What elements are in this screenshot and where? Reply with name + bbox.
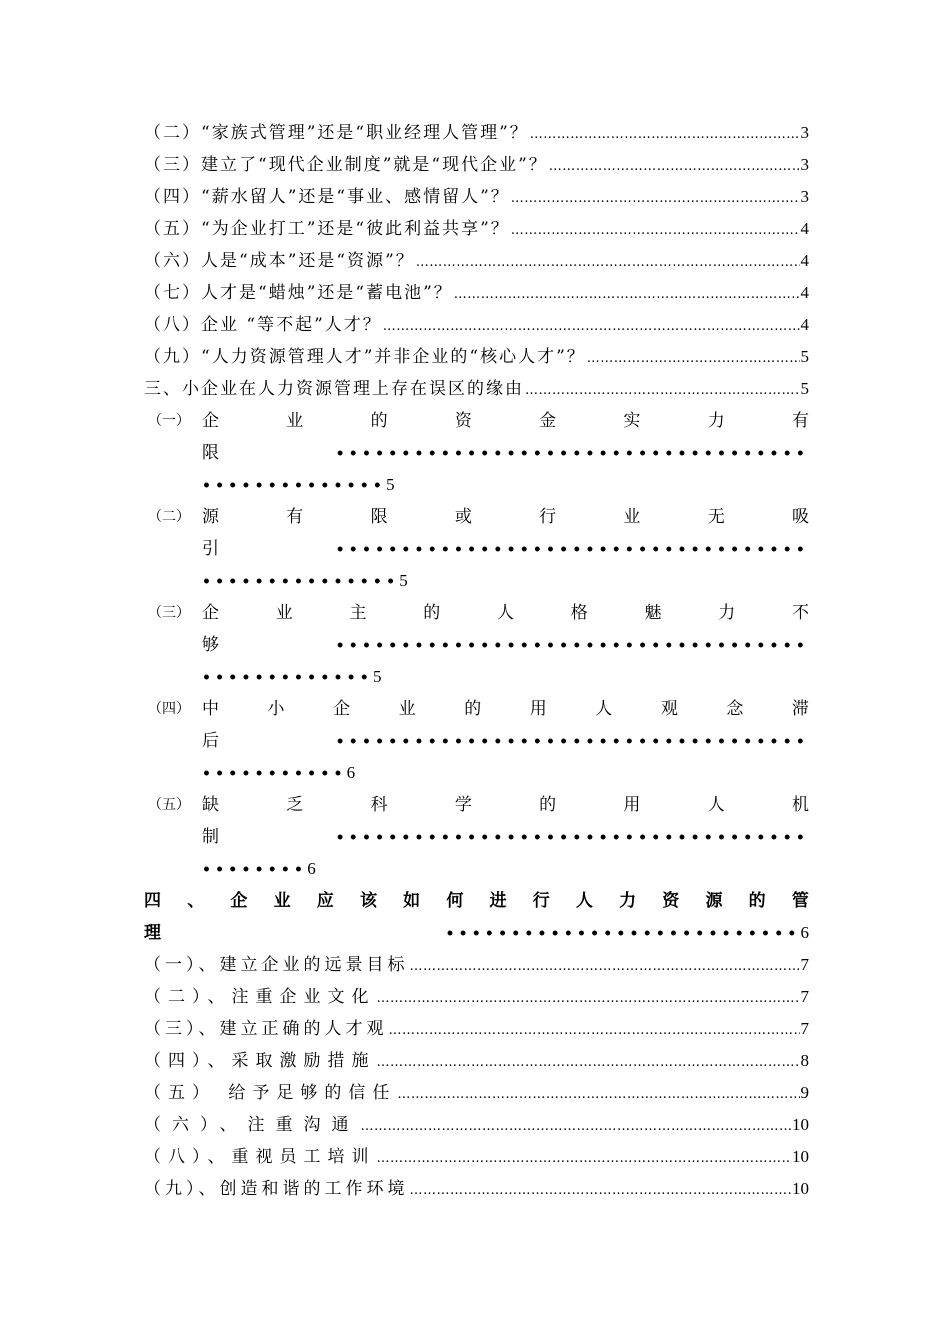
toc-dot-leader: ••••••••••• — [202, 766, 347, 782]
toc-entry-char: 限 — [202, 443, 219, 463]
toc-entry-line2 — [202, 437, 809, 469]
toc-entry-char: 资 — [454, 411, 472, 431]
toc-entry-line2 — [202, 821, 809, 853]
toc-page-number: 5 — [386, 475, 395, 494]
toc-entry-line3 — [202, 469, 395, 501]
toc-entry-char: 源 — [202, 507, 219, 527]
toc-dot-leader — [377, 1143, 792, 1175]
toc-entry-char: 机 — [791, 795, 809, 815]
toc-entry-char: 念 — [726, 699, 744, 719]
toc-entry-line1 — [144, 885, 809, 917]
toc-page-number: 9 — [800, 1083, 809, 1102]
toc-entry-label: （五） 给予足够的信任 — [144, 1083, 397, 1103]
toc-entry-label: （九）、创造和谐的工作环境 — [144, 1179, 409, 1199]
toc-entry — [144, 1141, 809, 1173]
toc-entry-wrapped — [144, 693, 809, 789]
toc-entry-wrapped — [144, 789, 809, 885]
toc-entry-line3 — [202, 661, 381, 693]
toc-entry-label: （一）、建立企业的远景目标 — [144, 955, 409, 975]
toc-entry-char: 够 — [202, 635, 219, 655]
toc-entry-char: 的 — [370, 411, 388, 431]
toc-entry — [144, 949, 809, 981]
toc-entry-char: 主 — [349, 603, 367, 623]
toc-group-solutions — [144, 949, 809, 1205]
toc-section-4 — [144, 885, 809, 949]
toc-page-number: 4 — [800, 219, 809, 238]
toc-entry-char: 科 — [370, 795, 388, 815]
toc-entry-line2 — [202, 725, 809, 757]
toc-entry-wrapped — [144, 405, 809, 501]
toc-entry-char: 企 — [230, 891, 248, 911]
toc-dot-leader — [377, 1047, 800, 1079]
toc-page-number: 6 — [307, 859, 316, 878]
toc-entry-char: 人 — [595, 699, 613, 719]
toc-entry-char: 的 — [539, 795, 557, 815]
toc-dot-leader — [383, 311, 800, 343]
toc-entry-char: 人 — [707, 795, 725, 815]
toc-dot-leader: •••••••••••••••••••••••••••••••••••• — [335, 446, 809, 462]
toc-entry — [144, 277, 809, 309]
toc-entry — [144, 117, 809, 149]
toc-entry-char: 人 — [575, 891, 593, 911]
toc-entry-char: 无 — [707, 507, 725, 527]
toc-dot-leader: ••••••••••••••••••••••••••• — [445, 926, 801, 942]
toc-page-number: 4 — [800, 283, 809, 302]
toc-entry-label: （二）“家族式管理”还是“职业经理人管理”？ — [144, 123, 529, 143]
toc-entry-line3 — [202, 853, 316, 885]
toc-entry-char: 实 — [623, 411, 641, 431]
toc-entry-label: （六）、注重沟通 — [144, 1115, 360, 1135]
table-of-contents — [144, 117, 809, 1205]
toc-entry-char: 行 — [539, 507, 557, 527]
toc-entry-number: （四） — [148, 701, 190, 717]
toc-dot-leader — [530, 119, 800, 151]
toc-entry-char: 缺 — [202, 795, 219, 815]
toc-entry-char: 或 — [454, 507, 472, 527]
toc-entry-char: 该 — [359, 891, 377, 911]
toc-entry-char: 魅 — [644, 603, 662, 623]
toc-dot-leader — [454, 279, 800, 311]
toc-entry — [144, 245, 809, 277]
toc-page-number: 10 — [792, 1147, 809, 1166]
toc-entry-char: 吸 — [791, 507, 809, 527]
toc-entry-line1 — [202, 693, 809, 725]
toc-entry-label: （五）“为企业打工”还是“彼此利益共享”？ — [144, 219, 510, 239]
toc-entry-char: 有 — [286, 507, 304, 527]
toc-entry-char: 的 — [464, 699, 482, 719]
toc-entry-char: 观 — [660, 699, 678, 719]
toc-dot-leader: ••••••••••••• — [202, 670, 373, 686]
toc-entry-wrapped — [144, 501, 809, 597]
toc-entry — [144, 341, 809, 373]
toc-entry-char: 业 — [275, 603, 293, 623]
toc-page-number: 6 — [800, 923, 809, 942]
toc-entry-label: （八）企业 “等不起”人才？ — [144, 315, 382, 335]
toc-dot-leader: •••••••••••••••••••••••••••••••••••• — [335, 542, 809, 558]
toc-dot-leader — [361, 1111, 792, 1143]
toc-entry-char: 限 — [370, 507, 388, 527]
toc-entry-label: （七）人才是“蜡烛”还是“蓄电池”？ — [144, 283, 453, 303]
toc-dot-leader — [525, 375, 800, 407]
toc-entry-char: 源 — [705, 891, 723, 911]
toc-entry-char: 理 — [144, 923, 161, 943]
toc-entry-wrapped — [144, 597, 809, 693]
toc-entry-char: 企 — [202, 411, 219, 431]
toc-entry-number: （五） — [148, 797, 190, 813]
toc-entry-char: 四 — [144, 891, 161, 911]
toc-entry-char: 力 — [619, 891, 637, 911]
toc-dot-leader — [416, 247, 800, 279]
toc-entry — [144, 1109, 809, 1141]
toc-page-number: 8 — [800, 1051, 809, 1070]
toc-section-heading — [144, 885, 809, 949]
toc-entry-char: 引 — [202, 539, 219, 559]
toc-entry-char: 的 — [748, 891, 766, 911]
toc-entry-label: （二）、注重企业文化 — [144, 987, 376, 1007]
toc-page-number: 5 — [800, 379, 809, 398]
toc-entry-line2 — [202, 629, 809, 661]
toc-dot-leader: ••••••••••••••• — [202, 574, 400, 590]
toc-page-number: 4 — [800, 251, 809, 270]
toc-entry — [144, 1077, 809, 1109]
toc-entry-label: （九）“人力资源管理人才”并非企业的“核心人才”？ — [144, 347, 586, 367]
toc-entry-char: 格 — [570, 603, 588, 623]
toc-page-number: 5 — [800, 347, 809, 366]
toc-dot-leader — [587, 343, 800, 375]
toc-page-number: 4 — [800, 315, 809, 334]
toc-entry-char: 业 — [398, 699, 416, 719]
toc-entry-char: 小 — [267, 699, 285, 719]
toc-entry-char: 资 — [662, 891, 680, 911]
toc-entry-char: 用 — [529, 699, 547, 719]
toc-entry-char: 乏 — [286, 795, 304, 815]
toc-entry-line3 — [202, 565, 408, 597]
toc-entry-number: （二） — [148, 509, 190, 525]
toc-entry-line1 — [202, 597, 809, 629]
toc-page-number: 5 — [372, 667, 382, 686]
toc-entry-char: 滞 — [791, 699, 809, 719]
toc-page-number: 10 — [792, 1115, 809, 1134]
toc-dot-leader — [377, 983, 800, 1015]
toc-page-number: 7 — [800, 955, 809, 974]
toc-dot-leader — [511, 215, 800, 247]
toc-page-number: 3 — [800, 155, 809, 174]
toc-entry-line2 — [202, 533, 809, 565]
toc-entry-char: 业 — [273, 891, 291, 911]
toc-entry — [144, 213, 809, 245]
toc-page-number: 6 — [346, 763, 356, 782]
toc-entry-char: 中 — [202, 699, 219, 719]
toc-entry-number: （一） — [148, 413, 190, 429]
toc-entry — [144, 309, 809, 341]
toc-dot-leader — [511, 183, 800, 215]
toc-dot-leader — [410, 951, 800, 983]
toc-entry-line1 — [202, 405, 809, 437]
toc-page-number: 10 — [792, 1179, 809, 1198]
toc-dot-leader — [397, 1079, 799, 1111]
toc-entry — [144, 1013, 809, 1045]
toc-entry-char: 金 — [539, 411, 557, 431]
toc-entry-char: 人 — [497, 603, 514, 623]
toc-entry-char: 的 — [423, 603, 441, 623]
toc-entry-char: 进 — [489, 891, 507, 911]
toc-entry-char: 如 — [403, 891, 421, 911]
toc-dot-leader: •••••••••••••••••••••••••••••••••••• — [335, 638, 809, 654]
toc-entry-char: 业 — [286, 411, 304, 431]
toc-entry-label: （四）“薪水留人”还是“事业、感情留人”？ — [144, 187, 510, 207]
toc-entry-label: 三、小企业在人力资源管理上存在误区的缘由 — [144, 379, 524, 399]
toc-dot-leader — [389, 1015, 800, 1047]
toc-entry-line1 — [202, 501, 809, 533]
toc-page-number: 5 — [399, 571, 408, 590]
toc-group-subsections — [144, 117, 809, 405]
toc-entry-number: （三） — [148, 605, 190, 621]
toc-entry-line1 — [202, 789, 809, 821]
toc-entry-char: 业 — [623, 507, 641, 527]
toc-entry — [144, 981, 809, 1013]
toc-entry-char: 后 — [202, 731, 219, 751]
toc-page-number: 3 — [800, 123, 809, 142]
toc-entry — [144, 149, 809, 181]
toc-page-number: 3 — [800, 187, 809, 206]
toc-entry-label: （四）、采取激励措施 — [144, 1051, 376, 1071]
toc-entry-char: 应 — [316, 891, 334, 911]
toc-entry-char: 何 — [446, 891, 464, 911]
toc-entry-char: 力 — [718, 603, 736, 623]
toc-entry-label: （三）、建立正确的人才观 — [144, 1019, 388, 1039]
toc-entry — [144, 373, 809, 405]
toc-entry-char: 企 — [202, 603, 219, 623]
toc-entry — [144, 1045, 809, 1077]
toc-page-number: 7 — [800, 1019, 809, 1038]
toc-entry-label: （六）人是“成本”还是“资源”？ — [144, 251, 415, 271]
toc-entry-char: 学 — [454, 795, 472, 815]
toc-entry-char: 行 — [532, 891, 550, 911]
toc-dot-leader: •••••••••••••••••••••••••••••••••••• — [335, 734, 809, 750]
toc-dot-leader: •••••••• — [202, 862, 308, 878]
toc-dot-leader: •••••••••••••••••••••••••••••••••••• — [335, 830, 809, 846]
toc-entry-char: 管 — [791, 891, 809, 911]
toc-entry-char: 有 — [791, 411, 809, 431]
toc-entry-line2 — [144, 917, 809, 949]
toc-entry-char: 不 — [792, 603, 809, 623]
toc-dot-leader — [410, 1175, 792, 1207]
toc-entry-char: 、 — [187, 891, 205, 911]
toc-entry-line3 — [202, 757, 355, 789]
toc-entry-label: （八）、重视员工培训 — [144, 1147, 376, 1167]
toc-dot-leader — [549, 151, 800, 183]
toc-entry — [144, 1173, 809, 1205]
toc-entry-char: 制 — [202, 827, 219, 847]
toc-entry-label: （三）建立了“现代企业制度”就是“现代企业”？ — [144, 155, 548, 175]
toc-group-causes — [144, 405, 809, 885]
toc-page-number: 7 — [800, 987, 809, 1006]
toc-dot-leader: •••••••••••••• — [202, 478, 387, 494]
toc-entry — [144, 181, 809, 213]
toc-entry-char: 用 — [623, 795, 641, 815]
toc-entry-char: 企 — [333, 699, 351, 719]
toc-entry-char: 力 — [707, 411, 725, 431]
